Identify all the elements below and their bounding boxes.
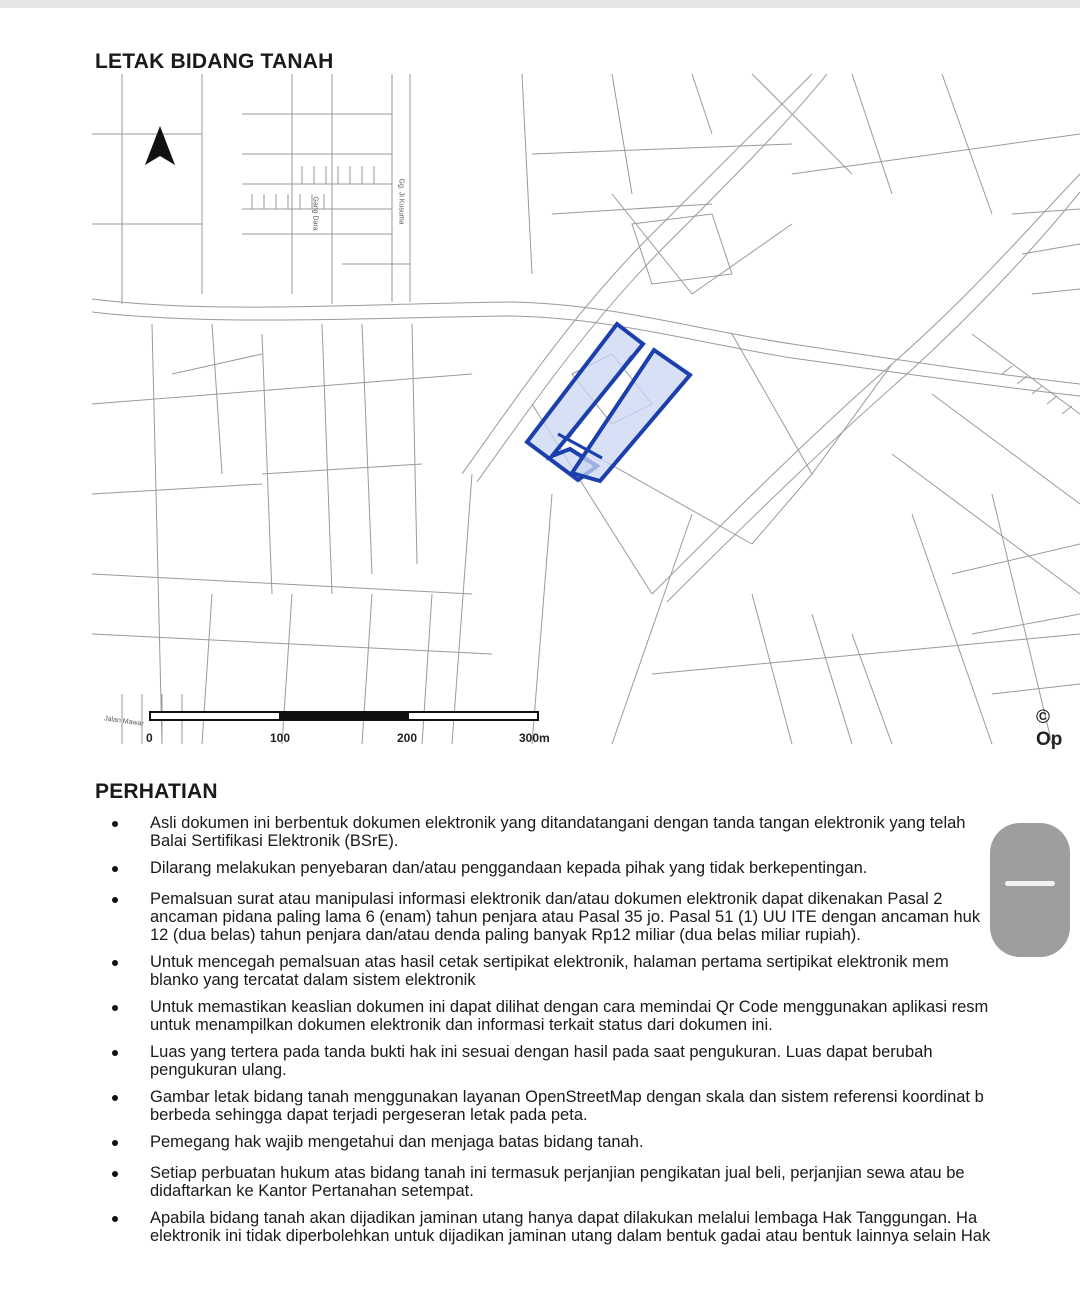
notice-item: Untuk memastikan keaslian dokumen ini dapat dilihat dengan cara memindai Qr Code menggunakan aplikasi resm untuk menampilkan dokumen elektronik dan informasi terkait status dari dokumen ini. [0, 998, 1080, 1034]
bullet-icon [112, 1005, 118, 1011]
bullet-icon [112, 1095, 118, 1101]
notice-list [0, 812, 1080, 1245]
street-label-gg-kusuma: Gg. Ji Kusuma [397, 178, 405, 225]
bullet-icon [112, 1216, 118, 1222]
scale-tick-200: 200 [397, 731, 418, 745]
bullet-icon [112, 821, 118, 827]
notice-item: Luas yang tertera pada tanda bukti hak ini sesuai dengan hasil pada saat pengukuran. Luas dapat berubah pengukuran ulang. [0, 1043, 1080, 1079]
notice-item: Setiap perbuatan hukum atas bidang tanah ini termasuk perjanjian pengikatan jual beli, perjanjian sewa atau be didaftarkan ke Kantor Pertanahan setempat. [0, 1164, 1080, 1200]
map-attribution: © Op [1036, 707, 1063, 750]
map-section-title: LETAK BIDANG TANAH [95, 50, 334, 73]
top-edge-bar [0, 0, 1080, 8]
street-label-gang-dara: Gang Dara [311, 196, 319, 231]
scale-tick-100: 100 [270, 731, 291, 745]
scale-tick-300m: 300m [519, 731, 550, 745]
notice-item: Asli dokumen ini berbentuk dokumen elektronik yang ditandatangani dengan tanda tangan elektronik yang telah Balai Sertifikasi Elektronik (BSrE). [0, 814, 1080, 850]
parcel-location-map[interactable] [92, 74, 1080, 744]
street-label-jalan: Jalan Mawar [103, 715, 144, 728]
parcel-highlight [527, 323, 690, 481]
notice-item: Untuk mencegah pemalsuan atas hasil cetak sertipikat elektronik, halaman pertama sertipikat elektronik mem blanko yang tercatat dalam sistem elektronik [0, 953, 1080, 989]
bullet-icon [112, 897, 118, 903]
bullet-icon [112, 1050, 118, 1056]
bullet-icon [112, 960, 118, 966]
bullet-icon [112, 1140, 118, 1146]
notice-title: PERHATIAN [95, 780, 218, 803]
notice-item: Pemalsuan surat atau manipulasi informasi elektronik dan/atau dokumen elektronik dapat dikenakan Pasal 2 ancaman pidana paling lama 6 (enam) tahun penjara atau Pasal 35 jo. Pasal 51 (1) UU ITE dengan ancaman huk 12 (dua belas) tahun penjara dan/atau denda paling banyak Rp12 miliar (dua belas miliar rupiah). [0, 890, 1080, 944]
scale-tick-0: 0 [146, 731, 153, 745]
menu-grip-icon [1005, 881, 1055, 886]
notice-item: Gambar letak bidang tanah menggunakan layanan OpenStreetMap dengan skala dan sistem referensi koordinat b berbeda sehingga dapat terjadi pergeseran letak pada peta. [0, 1088, 1080, 1124]
notice-item: Pemegang hak wajib mengetahui dan menjaga batas bidang tanah. [0, 1133, 1080, 1151]
bullet-icon [112, 1171, 118, 1177]
map-canvas [92, 74, 1080, 744]
floating-side-handle-button[interactable] [990, 823, 1070, 957]
bullet-icon [112, 866, 118, 872]
notice-item: Apabila bidang tanah akan dijadikan jaminan utang hanya dapat dilakukan melalui lembaga Hak Tanggungan. Ha elektronik ini tidak diperbolehkan untuk dijadikan jaminan utang dalam bentuk gadai atau bentuk lainnya selain Hak [0, 1209, 1080, 1245]
scale-bar [150, 712, 538, 720]
notice-item: Dilarang melakukan penyebaran dan/atau penggandaan kepada pihak yang tidak berkepentingan. [0, 859, 1080, 877]
north-arrow-icon [145, 126, 175, 165]
